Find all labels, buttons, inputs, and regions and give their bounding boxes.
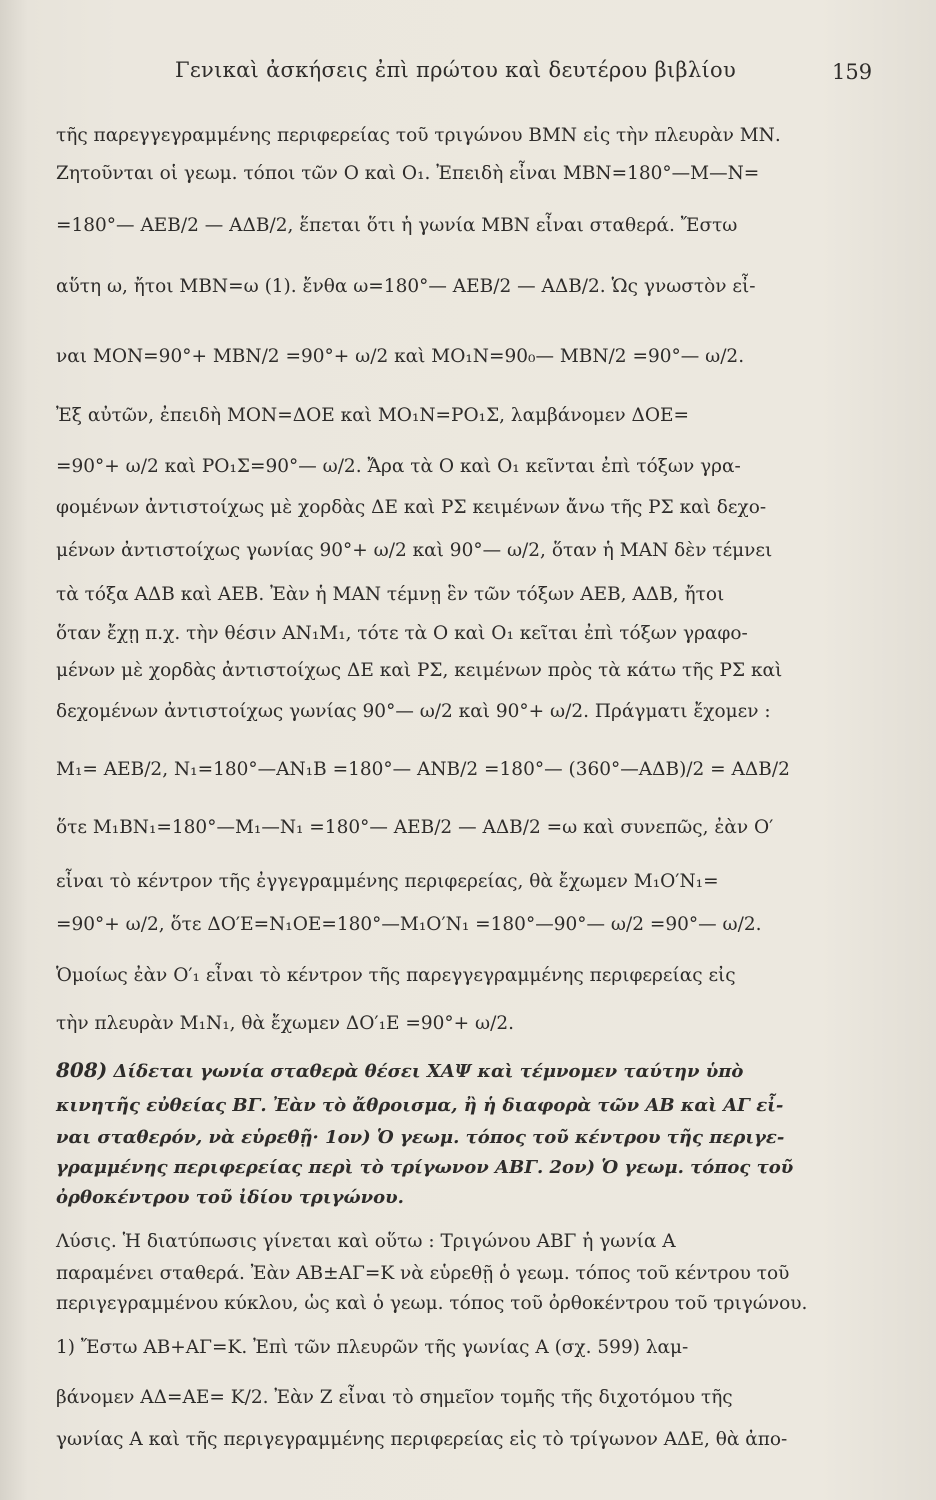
text-line: τὰ τόξα ΑΔΒ καὶ ΑΕΒ. Ἐὰν ἡ ΜΑΝ τέμνῃ ἓν τῶν τόξων ΑΕΒ, ΑΔΒ, ἤτοι xyxy=(56,584,725,605)
problem-statement-line xyxy=(56,1058,898,1084)
solution-line: Λύσις. Ἡ διατύπωσις γίνεται καὶ οὕτω : Τριγώνου ΑΒΓ ἡ γωνία Α xyxy=(56,1231,676,1252)
solution-line: γωνίας Α καὶ τῆς περιγεγραμμένης περιφερείας εἰς τὸ τρίγωνον ΑΔΕ, θὰ ἀπο- xyxy=(56,1429,788,1450)
problem-statement-line: γραμμένης περιφερείας περὶ τὸ τρίγωνον ΑΒΓ. 2ον) Ὁ γεωμ. τόπος τοῦ xyxy=(56,1157,794,1178)
text-line: Ἐξ αὐτῶν, ἐπειδὴ ΜΟΝ=ΔΟΕ καὶ ΜΟ₁Ν=ΡΟ₁Σ, λαμβάνομεν ΔΟΕ= xyxy=(56,405,690,426)
text-line: μένων ἀντιστοίχως γωνίας 90°+ ω/2 καὶ 90°— ω/2, ὅταν ἡ ΜΑΝ δὲν τέμνει xyxy=(56,540,773,561)
solution-line: βάνομεν ΑΔ=ΑΕ= Κ/2. Ἐὰν Ζ εἶναι τὸ σημεῖον τομῆς τῆς διχοτόμου τῆς xyxy=(56,1387,733,1408)
solution-line: 1) Ἔστω ΑΒ+ΑΓ=Κ. Ἐπὶ τῶν πλευρῶν τῆς γωνίας Α (σχ. 599) λαμ- xyxy=(56,1337,689,1358)
problem-statement-line: ὀρθοκέντρου τοῦ ἰδίου τριγώνου. xyxy=(56,1187,404,1208)
text-line: Μ₁= ΑΕΒ/2, Ν₁=180°—ΑΝ₁Β =180°— ΑΝΒ/2 =180°— (360°—ΑΔΒ)/2 = ΑΔΒ/2 xyxy=(56,759,790,780)
solution-line: περιγεγραμμένου κύκλου, ὡς καὶ ὁ γεωμ. τόπος τοῦ ὀρθοκέντρου τοῦ τριγώνου. xyxy=(56,1293,808,1314)
problem-statement-line: κινητῆς εὐθείας ΒΓ. Ἐὰν τὸ ἄθροισμα, ἢ ἡ διαφορὰ τῶν ΑΒ καὶ ΑΓ εἶ- xyxy=(56,1095,784,1116)
text-line: μένων μὲ χορδὰς ἀντιστοίχως ΔΕ καὶ ΡΣ, κειμένων πρὸς τὰ κάτω τῆς ΡΣ καὶ xyxy=(56,660,783,681)
text-line: τῆς παρεγγεγραμμένης περιφερείας τοῦ τριγώνου ΒΜΝ εἰς τὴν πλευρὰν ΜΝ. xyxy=(56,125,781,146)
solution-line: παραμένει σταθερά. Ἐὰν ΑΒ±ΑΓ=Κ νὰ εὑρεθῇ ὁ γεωμ. τόπος τοῦ κέντρου τοῦ xyxy=(56,1263,790,1284)
text-line: Ζητοῦνται οἱ γεωμ. τόποι τῶν Ο καὶ Ο₁. Ἐπειδὴ εἶναι ΜΒΝ=180°—Μ—Ν= xyxy=(56,163,760,184)
text-line: εἶναι τὸ κέντρον τῆς ἐγγεγραμμένης περιφερείας, θὰ ἔχωμεν Μ₁Ο′Ν₁= xyxy=(56,871,719,892)
text-line: =90°+ ω/2 καὶ ΡΟ₁Σ=90°— ω/2. Ἄρα τὰ Ο καὶ Ο₁ κεῖνται ἐπὶ τόξων γρα- xyxy=(56,456,741,477)
text-line: ναι ΜΟΝ=90°+ ΜΒΝ/2 =90°+ ω/2 καὶ ΜΟ₁Ν=90₀— ΜΒΝ/2 =90°— ω/2. xyxy=(56,346,745,367)
text-line: δεχομένων ἀντιστοίχως γωνίας 90°— ω/2 καὶ 90°+ ω/2. Πράγματι ἔχομεν : xyxy=(56,701,771,722)
text-line: φομένων ἀντιστοίχως μὲ χορδὰς ΔΕ καὶ ΡΣ κειμένων ἄνω τῆς ΡΣ καὶ δεχο- xyxy=(56,497,767,518)
text-line: Ὁμοίως ἐὰν Ο′₁ εἶναι τὸ κέντρον τῆς παρεγγεγραμμένης περιφερείας εἰς xyxy=(56,965,736,986)
text-line: αὕτη ω, ἤτοι ΜΒΝ=ω (1). ἔνθα ω=180°— ΑΕΒ/2 — ΑΔΒ/2. Ὡς γνωστὸν εἶ- xyxy=(56,276,756,297)
problem-text: Δίδεται γωνία σταθερὰ θέσει ΧΑΨ καὶ τέμνομεν ταύτην ὑπὸ xyxy=(113,1061,744,1082)
page-number: 159 xyxy=(832,60,873,84)
problem-statement-line: ναι σταθερόν, νὰ εὑρεθῇ· 1ον) Ὁ γεωμ. τόπος τοῦ κέντρου τῆς περιγε- xyxy=(56,1127,785,1148)
text-line: τὴν πλευρὰν Μ₁Ν₁, θὰ ἔχωμεν ΔΟ′₁Ε =90°+ ω/2. xyxy=(56,1013,515,1034)
text-line: ὅτε Μ₁ΒΝ₁=180°—Μ₁—Ν₁ =180°— ΑΕΒ/2 — ΑΔΒ/2 =ω καὶ συνεπῶς, ἐὰν Ο′ xyxy=(56,817,774,838)
text-line: =180°— ΑΕΒ/2 — ΑΔΒ/2, ἕπεται ὅτι ἡ γωνία ΜΒΝ εἶναι σταθερά. Ἔστω xyxy=(56,215,738,236)
text-line: =90°+ ω/2, ὅτε ΔΟ′Ε=Ν₁ΟΕ=180°—Μ₁Ο′Ν₁ =180°—90°— ω/2 =90°— ω/2. xyxy=(56,914,762,935)
problem-number: 808) xyxy=(56,1058,108,1082)
text-line: ὅταν ἔχῃ π.χ. τὴν θέσιν ΑΝ₁Μ₁, τότε τὰ Ο καὶ Ο₁ κεῖται ἐπὶ τόξων γραφο- xyxy=(56,623,748,644)
running-head: Γενικαὶ ἀσκήσεις ἐπὶ πρώτου καὶ δευτέρου βιβλίου xyxy=(175,58,737,82)
